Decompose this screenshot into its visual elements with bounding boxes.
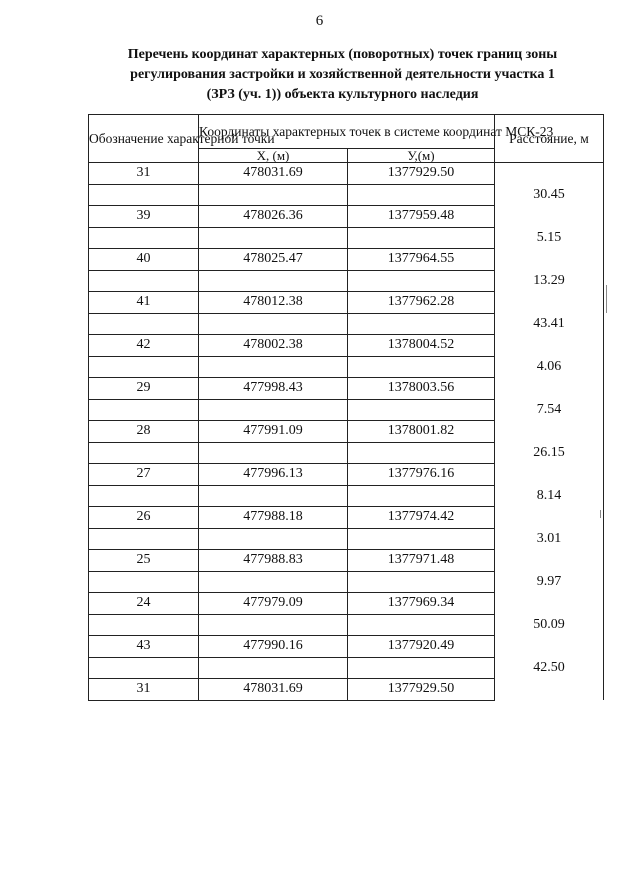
y-coordinate-cell: 1377929.50 [348,679,495,701]
table-row [89,335,604,357]
empty-cell [89,356,199,378]
empty-cell [348,399,495,421]
y-coordinate-cell: 1377971.48 [348,550,495,572]
point-id-cell: 40 [89,249,199,271]
empty-cell [89,485,199,507]
y-coordinate-cell: 1377964.55 [348,249,495,271]
point-id-cell: 42 [89,335,199,357]
distance-cell [495,636,604,658]
empty-cell [348,485,495,507]
distance-cell [495,593,604,615]
header-distance: Расстояние, м [495,115,604,163]
table-row [89,163,604,185]
distance-cell [495,335,604,357]
distance-value-cell: 30.45 [495,184,604,206]
empty-cell [89,313,199,335]
table-row [89,292,604,314]
distance-value-cell: 13.29 [495,270,604,292]
scan-artifact [606,285,607,313]
empty-cell [348,657,495,679]
table-row [89,464,604,486]
y-coordinate-cell: 1377920.49 [348,636,495,658]
table-row [89,206,604,228]
x-coordinate-cell: 477998.43 [199,378,348,400]
empty-cell [199,571,348,593]
point-id-cell: 27 [89,464,199,486]
distance-cell [495,679,604,701]
point-id-cell: 31 [89,163,199,185]
x-coordinate-cell: 477991.09 [199,421,348,443]
empty-cell [89,528,199,550]
y-coordinate-cell: 1377974.42 [348,507,495,529]
point-id-cell: 25 [89,550,199,572]
x-coordinate-cell: 477988.83 [199,550,348,572]
table-row [89,421,604,443]
distance-value-cell: 4.06 [495,356,604,378]
empty-cell [199,485,348,507]
empty-cell [89,270,199,292]
distance-value-cell: 43.41 [495,313,604,335]
x-coordinate-cell: 477996.13 [199,464,348,486]
empty-cell [199,270,348,292]
distance-value-cell: 9.97 [495,571,604,593]
empty-cell [199,614,348,636]
distance-value-cell: 5.15 [495,227,604,249]
page-number: 6 [315,13,324,29]
header-y: У,(м) [348,149,495,163]
x-coordinate-cell: 477990.16 [199,636,348,658]
header-point-designation: Обозначение характерной точки [89,115,199,163]
point-id-cell: 39 [89,206,199,228]
distance-cell [495,378,604,400]
table-row [89,485,604,507]
y-coordinate-cell: 1377929.50 [348,163,495,185]
point-id-cell: 28 [89,421,199,443]
empty-cell [89,399,199,421]
distance-value-cell: 3.01 [495,528,604,550]
title-line: регулирования застройки и хозяйственной деятельности участка 1 [130,67,555,82]
empty-cell [199,356,348,378]
table-row [89,378,604,400]
empty-cell [348,571,495,593]
scan-artifact [600,510,601,518]
distance-value-cell: 7.54 [495,399,604,421]
empty-cell [348,227,495,249]
point-id-cell: 41 [89,292,199,314]
coordinates-table [88,114,604,701]
point-id-cell: 24 [89,593,199,615]
distance-cell [495,292,604,314]
y-coordinate-cell: 1378001.82 [348,421,495,443]
point-id-cell: 31 [89,679,199,701]
x-coordinate-cell: 478031.69 [199,679,348,701]
empty-cell [348,184,495,206]
distance-cell [495,507,604,529]
distance-cell [495,550,604,572]
distance-cell [495,421,604,443]
x-coordinate-cell: 478031.69 [199,163,348,185]
empty-cell [199,184,348,206]
empty-cell [199,399,348,421]
table-row [89,442,604,464]
title-line: (ЗРЗ (уч. 1)) объекта культурного наследия [206,87,479,102]
distance-cell [495,206,604,228]
empty-cell [348,442,495,464]
document-title [90,45,595,105]
empty-cell [348,270,495,292]
header-coordinates: Координаты характерных точек в системе координат МСК-23 [199,115,495,149]
empty-cell [348,614,495,636]
table-row [89,679,604,701]
table-row [89,614,604,636]
title-line: Перечень координат характерных (поворотных) точек границ зоны [127,47,558,62]
empty-cell [199,227,348,249]
distance-cell [495,464,604,486]
table-row [89,399,604,421]
y-coordinate-cell: 1378003.56 [348,378,495,400]
y-coordinate-cell: 1378004.52 [348,335,495,357]
table-body [89,163,604,701]
empty-cell [348,356,495,378]
y-coordinate-cell: 1377969.34 [348,593,495,615]
x-coordinate-cell: 478012.38 [199,292,348,314]
empty-cell [89,571,199,593]
empty-cell [199,528,348,550]
empty-cell [348,528,495,550]
table-row [89,313,604,335]
table-row [89,593,604,615]
point-id-cell: 29 [89,378,199,400]
table-row [89,184,604,206]
header-x: Х, (м) [199,149,348,163]
table-row [89,249,604,271]
distance-cell [495,249,604,271]
x-coordinate-cell: 477988.18 [199,507,348,529]
empty-cell [199,313,348,335]
table-row [89,550,604,572]
empty-cell [89,614,199,636]
table-row [89,657,604,679]
table-row [89,571,604,593]
x-coordinate-cell: 478026.36 [199,206,348,228]
table-row [89,356,604,378]
table-row [89,507,604,529]
distance-value-cell: 42.50 [495,657,604,679]
point-id-cell: 26 [89,507,199,529]
table-row [89,528,604,550]
empty-cell [89,184,199,206]
distance-value-cell: 26.15 [495,442,604,464]
distance-value-cell: 8.14 [495,485,604,507]
distance-value-cell: 50.09 [495,614,604,636]
empty-cell [199,657,348,679]
empty-cell [89,657,199,679]
x-coordinate-cell: 477979.09 [199,593,348,615]
y-coordinate-cell: 1377962.28 [348,292,495,314]
table-row [89,227,604,249]
distance-cell [495,163,604,185]
table-row [89,636,604,658]
x-coordinate-cell: 478002.38 [199,335,348,357]
point-id-cell: 43 [89,636,199,658]
empty-cell [89,227,199,249]
table-row [89,270,604,292]
empty-cell [199,442,348,464]
empty-cell [89,442,199,464]
empty-cell [348,313,495,335]
y-coordinate-cell: 1377959.48 [348,206,495,228]
x-coordinate-cell: 478025.47 [199,249,348,271]
y-coordinate-cell: 1377976.16 [348,464,495,486]
